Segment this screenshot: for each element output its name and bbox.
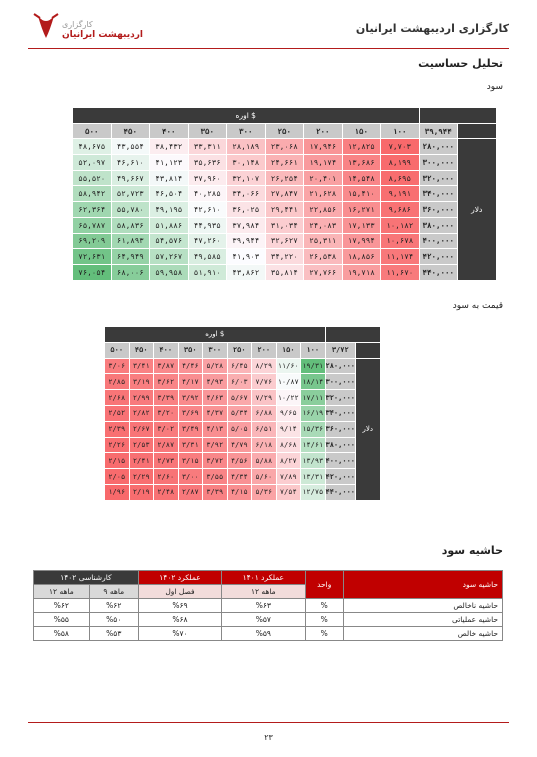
table-cell: ۶/۱۸ bbox=[252, 437, 277, 453]
row-header: ۳۰۰,۰۰۰ bbox=[325, 374, 356, 390]
table-cell: ۷,۷۰۳ bbox=[381, 139, 420, 155]
column-header: ۳۵۰ bbox=[178, 342, 203, 358]
margin-row-label: حاشیه ناخالص bbox=[344, 599, 503, 613]
table-cell: ۳۲,۶۲۷ bbox=[265, 233, 304, 249]
table-cell: ۴۶,۵۰۴ bbox=[150, 186, 189, 202]
margin-row-label: حاشیه خالص bbox=[344, 627, 503, 641]
table-cell: ۲/۶۸ bbox=[105, 390, 130, 406]
pe-sensitivity-table bbox=[104, 326, 381, 501]
table-cell: ۹/۶۵ bbox=[276, 405, 301, 421]
table-cell: ۷/۸۹ bbox=[276, 469, 301, 485]
table-cell: ۲/۸۵ bbox=[105, 374, 130, 390]
table-row bbox=[105, 358, 381, 374]
table-cell: ۵۴,۵۷۶ bbox=[150, 233, 189, 249]
table-cell: ۱۳,۶۸۶ bbox=[342, 155, 381, 171]
table-cell: ۴/۱۳ bbox=[203, 421, 228, 437]
table-cell: ۵/۳۴ bbox=[227, 405, 252, 421]
table-cell: ۵/۰۵ bbox=[227, 421, 252, 437]
table-cell: ۶/۸۸ bbox=[252, 405, 277, 421]
table-cell: ۳/۲۰ bbox=[154, 405, 179, 421]
margin-unit: % bbox=[305, 613, 344, 627]
table-cell: ۲/۵۳ bbox=[129, 437, 154, 453]
table-cell: ۲/۷۳ bbox=[154, 453, 179, 469]
table-cell: ۲/۶۷ bbox=[129, 421, 154, 437]
table-cell: ۴۲,۶۱۰ bbox=[188, 202, 227, 218]
profit-sensitivity-table bbox=[72, 107, 497, 281]
column-header: ۱۵۰ bbox=[342, 123, 381, 139]
table-cell: ۱/۹۶ bbox=[105, 484, 130, 500]
column-header: ۴۰۰ bbox=[150, 123, 189, 139]
table-row bbox=[105, 437, 381, 453]
table-cell: ۳/۳۱ bbox=[178, 437, 203, 453]
corner-spacer bbox=[325, 327, 380, 343]
margin-value: %۵۵ bbox=[34, 613, 90, 627]
table-cell: ۴۳,۵۵۴ bbox=[111, 139, 150, 155]
column-header: ۴۵۰ bbox=[111, 123, 150, 139]
table-cell: ۲/۲۹ bbox=[129, 469, 154, 485]
margin-unit: % bbox=[305, 599, 344, 613]
table-cell: ۳۶,۰۲۵ bbox=[227, 202, 266, 218]
table-cell: ۴/۷۹ bbox=[227, 437, 252, 453]
table-cell: ۷/۲۹ bbox=[252, 390, 277, 406]
table-row bbox=[105, 405, 381, 421]
table-cell: ۱۸,۸۵۶ bbox=[342, 249, 381, 265]
table-row bbox=[73, 217, 497, 233]
table-row bbox=[105, 374, 381, 390]
table-cell: ۵۵,۷۸۰ bbox=[111, 202, 150, 218]
table-cell: ۱۰,۱۸۲ bbox=[381, 217, 420, 233]
table-cell: ۴۱,۱۲۳ bbox=[150, 155, 189, 171]
table-cell: ۱۴/۶۱ bbox=[301, 437, 326, 453]
table-cell: ۶/۵۱ bbox=[252, 421, 277, 437]
table-cell: ۳۹,۹۴۴ bbox=[227, 233, 266, 249]
table-cell: ۷۲,۶۳۱ bbox=[73, 249, 112, 265]
group-header: عملکرد ۱۴۰۲ bbox=[138, 571, 221, 585]
table-cell: ۸,۱۹۹ bbox=[381, 155, 420, 171]
table-cell: ۱۵/۳۶ bbox=[301, 421, 326, 437]
table-cell: ۸/۲۷ bbox=[276, 453, 301, 469]
table-cell: ۴۱,۹۰۳ bbox=[227, 249, 266, 265]
table-cell: ۳/۰۲ bbox=[154, 421, 179, 437]
table-cell: ۳۷,۹۶۰ bbox=[188, 170, 227, 186]
table-cell: ۱۳/۳۱ bbox=[301, 469, 326, 485]
row-header: ۳۸۰,۰۰۰ bbox=[325, 437, 356, 453]
column-header-row bbox=[105, 342, 381, 358]
table-cell: ۴۹,۶۶۷ bbox=[111, 170, 150, 186]
table-cell: ۴۳,۸۱۴ bbox=[150, 170, 189, 186]
margin-row-label: حاشیه عملیاتی bbox=[344, 613, 503, 627]
table-row bbox=[73, 139, 497, 155]
table-cell: ۴/۶۳ bbox=[203, 390, 228, 406]
table-cell: ۳۰,۱۴۸ bbox=[227, 155, 266, 171]
row-header: ۴۰۰,۰۰۰ bbox=[325, 453, 356, 469]
margin-value: %۵۸ bbox=[34, 627, 90, 641]
table-cell: ۴۰,۲۸۵ bbox=[188, 186, 227, 202]
table-cell: ۳/۸۷ bbox=[154, 358, 179, 374]
table-cell: ۷/۷۶ bbox=[252, 374, 277, 390]
urea-header-row bbox=[73, 108, 497, 124]
table-cell: ۲۹,۴۴۱ bbox=[265, 202, 304, 218]
table-cell: ۵۲,۰۹۷ bbox=[73, 155, 112, 171]
table-cell: ۵/۳۶ bbox=[252, 484, 277, 500]
table-cell: ۲۰,۴۰۱ bbox=[304, 170, 343, 186]
dollar-axis-label: دلار bbox=[356, 358, 381, 500]
table-row bbox=[73, 249, 497, 265]
table-cell: ۲/۵۲ bbox=[105, 405, 130, 421]
dollar-axis-label: دلار bbox=[458, 139, 497, 280]
table-cell: ۲۵,۳۱۱ bbox=[304, 233, 343, 249]
table-cell: ۵۵,۵۲۰ bbox=[73, 170, 112, 186]
logo-text-bottom: اردیبهشت ایرانیان bbox=[62, 30, 143, 40]
margin-table bbox=[33, 570, 503, 641]
table-cell: ۴/۳۷ bbox=[203, 405, 228, 421]
table-cell: ۶/۰۳ bbox=[227, 374, 252, 390]
column-header: ۲۵۰ bbox=[265, 123, 304, 139]
logo-text-top: کارگزاری bbox=[62, 20, 93, 29]
margin-value: %۶۲ bbox=[34, 599, 90, 613]
table-cell: ۱۶,۲۷۱ bbox=[342, 202, 381, 218]
table-cell: ۱۷,۹۹۴ bbox=[342, 233, 381, 249]
table-cell: ۷۶,۰۵۴ bbox=[73, 264, 112, 280]
table-cell: ۱۵,۴۱۰ bbox=[342, 186, 381, 202]
table-cell: ۶۱,۸۹۳ bbox=[111, 233, 150, 249]
table-row bbox=[73, 186, 497, 202]
row-header: ۴۲۰,۰۰۰ bbox=[419, 249, 458, 265]
table-cell: ۱۹,۱۷۴ bbox=[304, 155, 343, 171]
table-cell: ۱۷,۹۴۶ bbox=[304, 139, 343, 155]
column-header: ۴۵۰ bbox=[129, 342, 154, 358]
table-cell: ۲/۰۵ bbox=[105, 469, 130, 485]
column-header: ۵۰۰ bbox=[105, 342, 130, 358]
table-row bbox=[105, 453, 381, 469]
table-cell: ۲/۴۱ bbox=[129, 453, 154, 469]
table-cell: ۶۵,۷۸۷ bbox=[73, 217, 112, 233]
margin-value: %۵۰ bbox=[89, 613, 138, 627]
table-cell: ۴۳,۸۶۲ bbox=[227, 264, 266, 280]
table-cell: ۵۸,۸۳۶ bbox=[111, 217, 150, 233]
table-cell: ۱۹,۷۱۸ bbox=[342, 264, 381, 280]
table-cell: ۳۳,۳۱۱ bbox=[188, 139, 227, 155]
table-cell: ۳/۴۱ bbox=[129, 358, 154, 374]
row-header: ۳۸۰,۰۰۰ bbox=[419, 217, 458, 233]
table-cell: ۲/۸۷ bbox=[178, 484, 203, 500]
table-row bbox=[105, 421, 381, 437]
table-cell: ۵۷,۲۶۷ bbox=[150, 249, 189, 265]
page-header bbox=[28, 8, 509, 49]
table-cell: ۲/۶۰ bbox=[154, 469, 179, 485]
table-cell: ۱۱,۱۷۴ bbox=[381, 249, 420, 265]
table-cell: ۳/۹۲ bbox=[178, 390, 203, 406]
table-cell: ۹,۶۸۶ bbox=[381, 202, 420, 218]
table-cell: ۳۴,۲۲۰ bbox=[265, 249, 304, 265]
table-row bbox=[105, 484, 381, 500]
table-cell: ۲/۳۹ bbox=[105, 421, 130, 437]
margin-row bbox=[34, 627, 503, 641]
table-cell: ۹,۱۹۱ bbox=[381, 186, 420, 202]
column-header: ۵۰۰ bbox=[73, 123, 112, 139]
row-header: ۴۴۰,۰۰۰ bbox=[325, 484, 356, 500]
group-header: کارشناسی ۱۴۰۲ bbox=[34, 571, 139, 585]
side-spacer bbox=[458, 123, 497, 139]
urea-header-row bbox=[105, 327, 381, 343]
table-cell: ۲/۱۹ bbox=[129, 484, 154, 500]
table-cell: ۸,۶۹۵ bbox=[381, 170, 420, 186]
table-cell: ۱۰/۲۲ bbox=[276, 390, 301, 406]
table-cell: ۱۱,۶۷۰ bbox=[381, 264, 420, 280]
row-header: ۲۸۰,۰۰۰ bbox=[325, 358, 356, 374]
table-cell: ۵۹,۹۵۸ bbox=[150, 264, 189, 280]
margin-title: حاشیه سود bbox=[441, 544, 503, 557]
table-cell: ۱۰/۸۷ bbox=[276, 374, 301, 390]
table-cell: ۱۶/۱۹ bbox=[301, 405, 326, 421]
header-title: کارگزاری اردیبهشت ایرانیان bbox=[355, 22, 509, 35]
table-cell: ۱۹/۳۱ bbox=[301, 358, 326, 374]
table-cell: ۶/۴۵ bbox=[227, 358, 252, 374]
column-header: ۱۵۰ bbox=[276, 342, 301, 358]
table-cell: ۸/۲۹ bbox=[252, 358, 277, 374]
table-cell: ۳/۰۰ bbox=[178, 469, 203, 485]
corner-spacer bbox=[419, 108, 496, 124]
table-cell: ۲/۸۲ bbox=[129, 405, 154, 421]
table-cell: ۳۲,۱۰۷ bbox=[227, 170, 266, 186]
table-cell: ۲۷,۷۶۶ bbox=[304, 264, 343, 280]
table-cell: ۲۳,۰۶۸ bbox=[265, 139, 304, 155]
table-cell: ۳/۳۹ bbox=[154, 390, 179, 406]
row-header: ۳۲۰,۰۰۰ bbox=[419, 170, 458, 186]
margin-value: %۵۹ bbox=[222, 627, 305, 641]
page-number: ۲۳ bbox=[264, 733, 273, 742]
profit-label: سود bbox=[486, 82, 503, 92]
table-cell: ۵/۶۷ bbox=[227, 390, 252, 406]
column-header: ۲۰۰ bbox=[252, 342, 277, 358]
row-header: ۳۶۰,۰۰۰ bbox=[325, 421, 356, 437]
table-cell: ۴۷,۲۶۰ bbox=[188, 233, 227, 249]
table-cell: ۳/۳۹ bbox=[203, 484, 228, 500]
table-cell: ۱۲/۷۵ bbox=[301, 484, 326, 500]
column-header: ۱۰۰ bbox=[381, 123, 420, 139]
table-cell: ۳/۹۲ bbox=[203, 437, 228, 453]
table-cell: ۴/۱۷ bbox=[178, 374, 203, 390]
table-cell: ۴۹,۱۹۵ bbox=[150, 202, 189, 218]
table-row bbox=[73, 202, 497, 218]
table-cell: ۴/۳۴ bbox=[227, 469, 252, 485]
table-cell: ۱۳/۹۳ bbox=[301, 453, 326, 469]
margin-value: %۵۷ bbox=[222, 613, 305, 627]
margin-row bbox=[34, 613, 503, 627]
side-spacer bbox=[356, 342, 381, 358]
margin-value: %۶۲ bbox=[89, 599, 138, 613]
urea-axis-label: اوره $ bbox=[73, 108, 420, 124]
table-row bbox=[73, 170, 497, 186]
table-cell: ۴۶,۶۱۰ bbox=[111, 155, 150, 171]
table-cell: ۱۷/۱۱ bbox=[301, 390, 326, 406]
table-cell: ۵/۶۰ bbox=[252, 469, 277, 485]
table-cell: ۴۴,۹۳۵ bbox=[188, 217, 227, 233]
table-cell: ۵/۸۸ bbox=[252, 453, 277, 469]
table-cell: ۳/۰۶ bbox=[105, 358, 130, 374]
column-header: ۴۰۰ bbox=[154, 342, 179, 358]
margin-value: %۶۹ bbox=[138, 599, 221, 613]
table-cell: ۲۸,۱۸۹ bbox=[227, 139, 266, 155]
unit-header: واحد bbox=[305, 571, 344, 599]
column-header-row bbox=[73, 123, 497, 139]
table-row bbox=[105, 469, 381, 485]
row-header: ۴۰۰,۰۰۰ bbox=[419, 233, 458, 249]
urea-axis-label: اوره $ bbox=[105, 327, 326, 343]
table-cell: ۴/۵۶ bbox=[227, 453, 252, 469]
column-header: ۱۰۰ bbox=[301, 342, 326, 358]
table-cell: ۲۶,۵۳۸ bbox=[304, 249, 343, 265]
table-cell: ۳۵,۶۳۶ bbox=[188, 155, 227, 171]
table-cell: ۳/۵۵ bbox=[203, 469, 228, 485]
table-cell: ۴۸,۶۷۵ bbox=[73, 139, 112, 155]
table-cell: ۳۸,۴۳۲ bbox=[150, 139, 189, 155]
table-cell: ۱۷,۱۳۳ bbox=[342, 217, 381, 233]
table-cell: ۷/۵۴ bbox=[276, 484, 301, 500]
table-cell: ۲/۸۷ bbox=[154, 437, 179, 453]
group-header: عملکرد ۱۴۰۱ bbox=[222, 571, 305, 585]
table-cell: ۲۱,۶۲۸ bbox=[304, 186, 343, 202]
table-cell: ۵/۲۸ bbox=[203, 358, 228, 374]
period-header: ۱۲ ماهه bbox=[222, 585, 305, 599]
table-row bbox=[105, 390, 381, 406]
table-cell: ۲/۹۹ bbox=[129, 390, 154, 406]
margin-unit: % bbox=[305, 627, 344, 641]
period-header: ۱۲ ماهه bbox=[34, 585, 90, 599]
table-row bbox=[73, 155, 497, 171]
pe-label: قیمت به سود bbox=[452, 301, 503, 311]
column-header: ۳۰۰ bbox=[227, 123, 266, 139]
table-cell: ۲۴,۶۶۱ bbox=[265, 155, 304, 171]
table-cell: ۶۴,۹۴۹ bbox=[111, 249, 150, 265]
row-header: ۳۶۰,۰۰۰ bbox=[419, 202, 458, 218]
table-row bbox=[73, 264, 497, 280]
table-cell: ۲۲,۸۵۶ bbox=[304, 202, 343, 218]
table-cell: ۱۲,۸۲۵ bbox=[342, 139, 381, 155]
row-header: ۴۲۰,۰۰۰ bbox=[325, 469, 356, 485]
table-cell: ۱۸/۱۴ bbox=[301, 374, 326, 390]
row-header: ۴۴۰,۰۰۰ bbox=[419, 264, 458, 280]
table-cell: ۲۶,۲۵۴ bbox=[265, 170, 304, 186]
table-cell: ۲/۲۶ bbox=[105, 437, 130, 453]
period-header: ۹ ماهه bbox=[89, 585, 138, 599]
corner-value: ۳/۷۲ bbox=[325, 342, 356, 358]
margin-value: %۶۳ bbox=[222, 599, 305, 613]
margin-value: %۵۳ bbox=[89, 627, 138, 641]
margin-row bbox=[34, 599, 503, 613]
table-cell: ۶۸,۰۰۶ bbox=[111, 264, 150, 280]
table-cell: ۵۱,۹۱۰ bbox=[188, 264, 227, 280]
table-row bbox=[73, 233, 497, 249]
margin-value: %۶۸ bbox=[138, 613, 221, 627]
table-cell: ۳/۶۹ bbox=[178, 405, 203, 421]
table-cell: ۴۹,۵۸۵ bbox=[188, 249, 227, 265]
period-header: فصل اول bbox=[138, 585, 221, 599]
table-cell: ۳/۱۵ bbox=[178, 453, 203, 469]
table-cell: ۳/۴۹ bbox=[178, 421, 203, 437]
row-header: ۲۸۰,۰۰۰ bbox=[419, 139, 458, 155]
table-cell: ۶۹,۲۰۹ bbox=[73, 233, 112, 249]
table-cell: ۲/۱۵ bbox=[105, 453, 130, 469]
corner-value: ۳۹,۹۴۴ bbox=[419, 123, 458, 139]
table-cell: ۲۷,۸۴۷ bbox=[265, 186, 304, 202]
table-cell: ۵۸,۹۴۲ bbox=[73, 186, 112, 202]
table-cell: ۱۴,۵۴۸ bbox=[342, 170, 381, 186]
page-footer bbox=[28, 722, 509, 723]
table-cell: ۴/۹۳ bbox=[203, 374, 228, 390]
margin-group-row bbox=[34, 571, 503, 585]
table-cell: ۴/۱۵ bbox=[227, 484, 252, 500]
table-cell: ۳/۱۹ bbox=[129, 374, 154, 390]
column-header: ۲۵۰ bbox=[227, 342, 252, 358]
column-header: ۳۵۰ bbox=[188, 123, 227, 139]
sensitivity-title: تحلیل حساسیت bbox=[418, 57, 503, 70]
margin-value: %۷۰ bbox=[138, 627, 221, 641]
column-header: ۳۰۰ bbox=[203, 342, 228, 358]
table-cell: ۸/۶۸ bbox=[276, 437, 301, 453]
table-cell: ۴/۴۶ bbox=[178, 358, 203, 374]
row-header: ۳۴۰,۰۰۰ bbox=[325, 405, 356, 421]
row-header: ۳۰۰,۰۰۰ bbox=[419, 155, 458, 171]
table-cell: ۹/۱۴ bbox=[276, 421, 301, 437]
table-cell: ۳۵,۸۱۴ bbox=[265, 264, 304, 280]
row-header: ۳۴۰,۰۰۰ bbox=[419, 186, 458, 202]
table-cell: ۲۴,۰۸۳ bbox=[304, 217, 343, 233]
table-cell: ۳/۷۲ bbox=[203, 453, 228, 469]
margin-head-label: حاشیه سود bbox=[344, 571, 503, 599]
table-cell: ۳۴,۰۶۶ bbox=[227, 186, 266, 202]
table-cell: ۳۱,۰۳۴ bbox=[265, 217, 304, 233]
table-cell: ۵۱,۸۸۶ bbox=[150, 217, 189, 233]
table-cell: ۶۲,۳۶۴ bbox=[73, 202, 112, 218]
column-header: ۲۰۰ bbox=[304, 123, 343, 139]
table-cell: ۵۲,۷۲۳ bbox=[111, 186, 150, 202]
table-cell: ۳۷,۹۸۴ bbox=[227, 217, 266, 233]
table-cell: ۲/۴۸ bbox=[154, 484, 179, 500]
table-cell: ۳/۶۲ bbox=[154, 374, 179, 390]
table-cell: ۱۱/۶۰ bbox=[276, 358, 301, 374]
row-header: ۳۲۰,۰۰۰ bbox=[325, 390, 356, 406]
table-cell: ۱۰,۶۷۸ bbox=[381, 233, 420, 249]
